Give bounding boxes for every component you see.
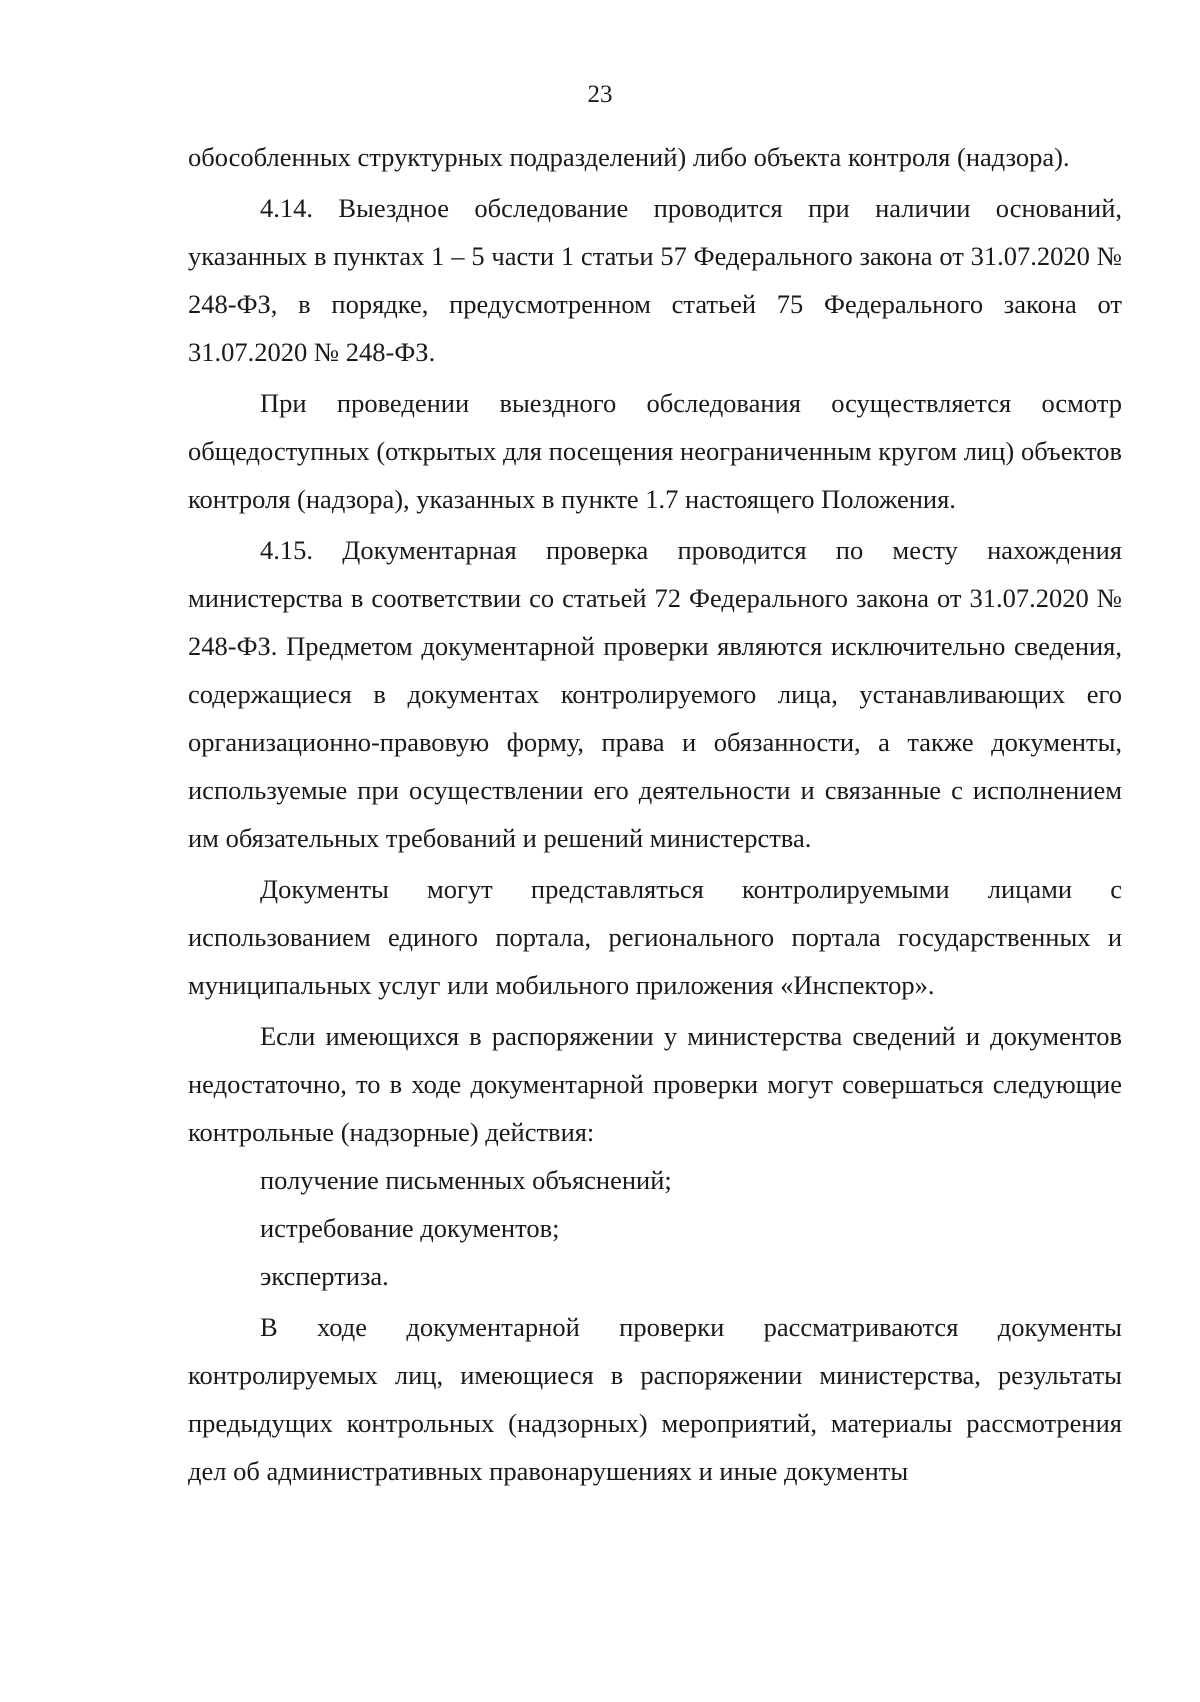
paragraph-review-documents: В ходе документарной проверки рассматриваются документы контролируемых лиц, имеющиеся в распоряжении министерства, результаты предыдущих контрольных (надзорных) мероприятий, материалы рассмотрения дел об административных правонарушениях и иные документы <box>188 1312 1122 1486</box>
paragraph-continuation: обособленных структурных подразделений) либо объекта контроля (надзора). <box>188 142 1070 172</box>
document-body <box>188 133 1122 1495</box>
paragraph-documents-submission: Документы могут представляться контролируемыми лицами с использованием единого портала, регионального портала государственных и муниципальных услуг или мобильного приложения «Инспектор». <box>188 874 1122 1000</box>
paragraph-4-15: 4.15. Документарная проверка проводится по месту нахождения министерства в соответствии со статьей 72 Федерального закона от 31.07.2020 № 248-ФЗ. Предметом документарной проверки являются исключительно сведения, содержащиеся в документах контролируемого лица, устанавливающих его организационно-правовую форму, права и обязанности, а также документы, используемые при осуществлении его деятельности и связанные с исполнением им обязательных требований и решений министерства. <box>188 535 1122 853</box>
paragraph-inspection-scope: При проведении выездного обследования осуществляется осмотр общедоступных (открытых для посещения неограниченным кругом лиц) объектов контроля (надзора), указанных в пункте 1.7 настоящего Положения. <box>188 388 1122 514</box>
paragraph-4-14: 4.14. Выездное обследование проводится при наличии оснований, указанных в пунктах 1 – 5 части 1 статьи 57 Федерального закона от 31.07.2020 № 248-ФЗ, в порядке, предусмотренном статьей 75 Федерального закона от 31.07.2020 № 248-ФЗ. <box>188 193 1122 367</box>
list-item-expertise: экспертиза. <box>260 1261 389 1291</box>
paragraph-insufficient-info: Если имеющихся в распоряжении у министерства сведений и документов недостаточно, то в ходе документарной проверки могут совершаться следующие контрольные (надзорные) действия: <box>188 1021 1122 1147</box>
page-number: 23 <box>587 81 613 108</box>
list-item-documents-request: истребование документов; <box>260 1213 560 1243</box>
list-item-explanations: получение письменных объяснений; <box>260 1165 672 1195</box>
